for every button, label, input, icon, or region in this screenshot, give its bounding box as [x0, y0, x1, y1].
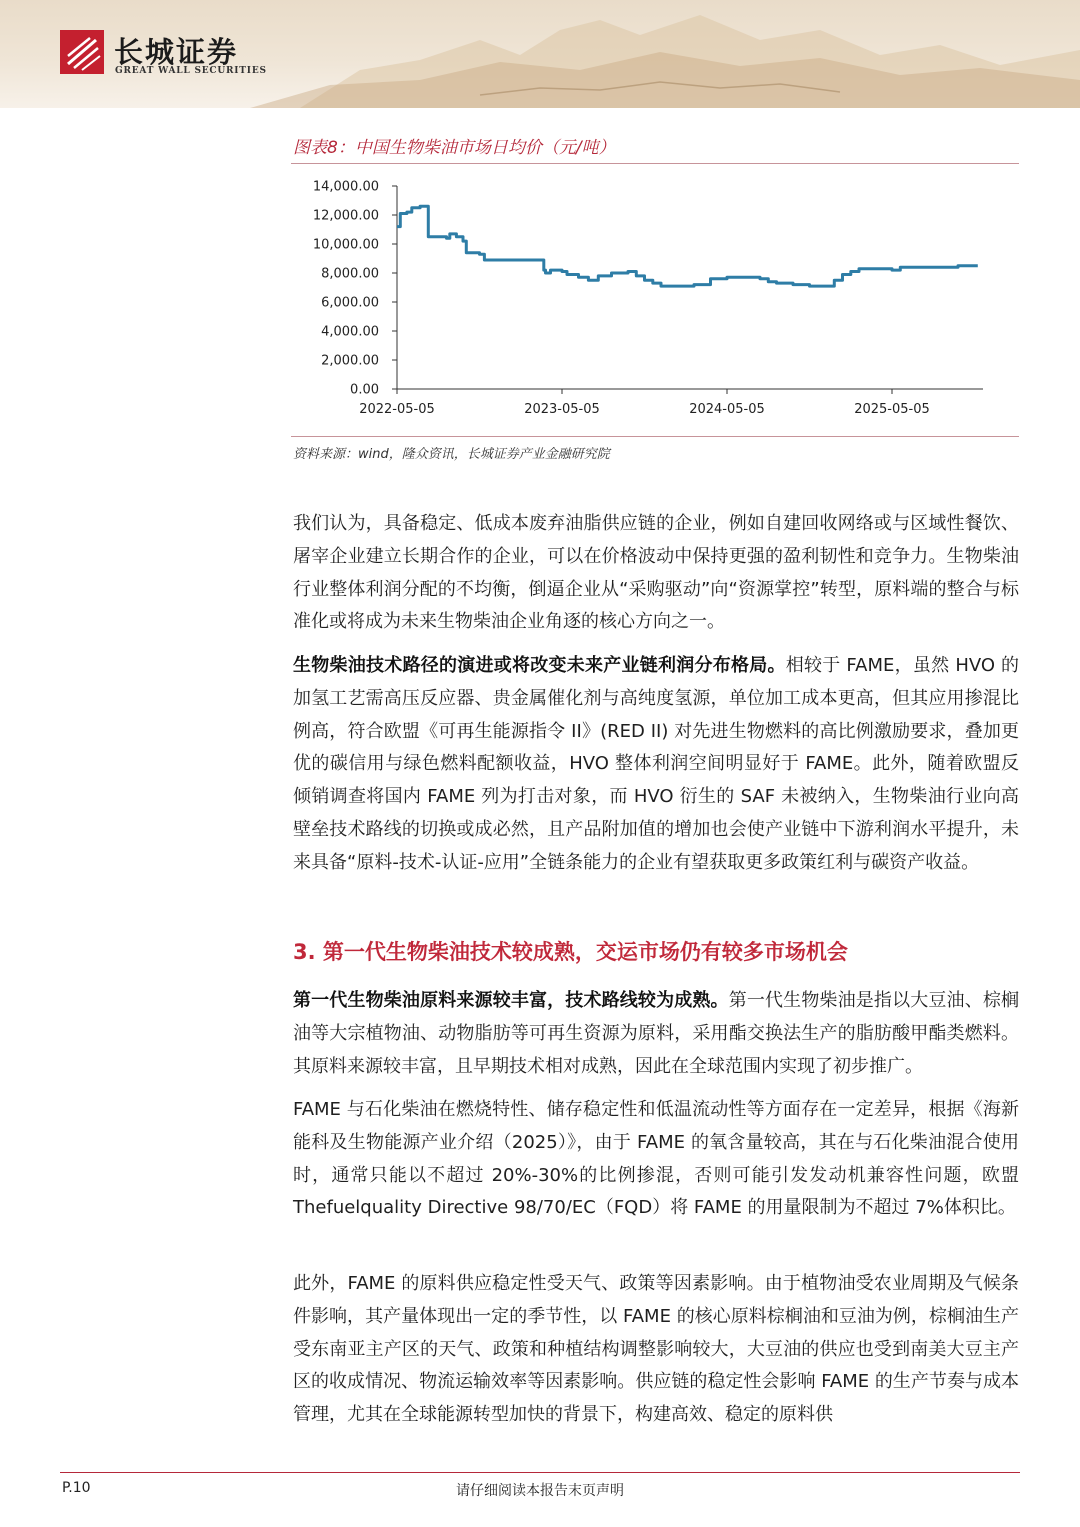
paragraph-2-lead: 生物柴油技术路径的演进或将改变未来产业链利润分布格局。: [293, 655, 786, 676]
y-tick-label: 14,000.00: [312, 179, 379, 195]
price-series-line: [397, 206, 978, 286]
logo-text-en: GREAT WALL SECURITIES: [115, 66, 267, 76]
figure-source: 资料来源：wind，隆众资讯，长城证券产业金融研究院: [293, 447, 610, 462]
figure-bottom-rule: [291, 436, 1019, 437]
y-tick-label: 6,000.00: [321, 295, 379, 311]
y-tick-label: 4,000.00: [321, 324, 379, 340]
footer-disclaimer: 请仔细阅读本报告末页声明: [456, 1483, 624, 1499]
paragraph-3-lead: 第一代生物柴油原料来源较丰富，技术路线较为成熟。: [293, 990, 729, 1011]
paragraph-3: [293, 985, 1019, 1083]
paragraph-3-text: 第一代生物柴油是指以大豆油、棕榈油等大宗植物油、动物脂肪等可再生资源为原料，采用酯交换法生产的脂肪酸甲酯类燃料。其原料来源较丰富，且早期技术相对成熟，因此在全球范围内实现了初步推广。: [293, 990, 1020, 1077]
page-number: P.10: [62, 1480, 91, 1496]
paragraph-4: [293, 1094, 1019, 1225]
y-tick-label: 10,000.00: [312, 237, 379, 253]
logo-icon: [60, 30, 104, 74]
y-tick-label: 2,000.00: [321, 353, 379, 369]
paragraph-5: [293, 1268, 1019, 1432]
x-tick-label: 2025-05-05: [854, 402, 930, 417]
footer-rule: [60, 1472, 1020, 1473]
logo-text-cn: 长城证券: [114, 35, 239, 69]
y-tick-label: 0.00: [350, 382, 379, 398]
page-header: [0, 0, 1080, 108]
figure-title: 图表8：中国生物柴油市场日均价（元/吨）: [293, 138, 616, 158]
section-heading: 3. 第一代生物柴油技术较成熟，交运市场仍有较多市场机会: [293, 940, 848, 964]
paragraph-2-text: 相较于 FAME，虽然 HVO 的加氢工艺需高压反应器、贵金属催化剂与高纯度氢源，单位加工成本更高，但其应用掺混比例高，符合欧盟《可再生能源指令 II》(RED II) 对先进生物燃料的高比例激励要求，叠加更优的碳信用与绿色燃料配额收益，HVO 整体利润空间明显好于 FAME。此外，随着欧盟反倾销调查将国内 FAME 列为打击对象，而 HVO 衍生的 SAF 未被纳入，生物柴油行业向高壁垒技术路线的切换或成必然，且产品附加值的增加也会使产业链中下游利润水平提升，未来具备“原料-技术-认证-应用”全链条能力的企业有望获取更多政策红利与碳资产收益。: [293, 655, 1019, 873]
x-tick-label: 2023-05-05: [524, 402, 600, 417]
x-tick-label: 2024-05-05: [689, 402, 765, 417]
paragraph-1-text: 我们认为，具备稳定、低成本废弃油脂供应链的企业，例如自建回收网络或与区域性餐饮、屠宰企业建立长期合作的企业，可以在价格波动中保持更强的盈利韧性和竞争力。生物柴油行业整体利润分配的不均衡，倒逼企业从“采购驱动”向“资源掌控”转型，原料端的整合与标准化或将成为未来生物柴油企业角逐的核心方向之一。: [293, 513, 1019, 633]
paragraph-4-text: FAME 与石化柴油在燃烧特性、储存稳定性和低温流动性等方面存在一定差异，根据《海新能科及生物能源产业介绍（2025）》，由于 FAME 的氧含量较高，其在与石化柴油混合使用时，通常只能以不超过 20%-30%的比例掺混，否则可能引发发动机兼容性问题，欧盟 Thefuelquality Directive 98/70/EC（FQD）将 FAME 的用量限制为不超过 7%体积比。: [293, 1099, 1019, 1219]
y-tick-label: 8,000.00: [321, 266, 379, 282]
figure-top-rule: [291, 163, 1019, 164]
paragraph-2: [293, 650, 1019, 880]
paragraph-5-text: 此外，FAME 的原料供应稳定性受天气、政策等因素影响。由于植物油受农业周期及气候条件影响，其产量体现出一定的季节性，以 FAME 的核心原料棕榈油和豆油为例，棕榈油生产受东南亚主产区的天气、政策和种植结构调整影响较大，大豆油的供应也受到南美大豆主产区的收成情况、物流运输效率等因素影响。供应链的稳定性会影响 FAME 的生产节奏与成本管理，尤其在全球能源转型加快的背景下，构建高效、稳定的原料供: [293, 1273, 1019, 1426]
paragraph-1: [293, 508, 1019, 639]
y-tick-label: 12,000.00: [312, 208, 379, 224]
price-line-chart: [291, 166, 1019, 436]
x-tick-label: 2022-05-05: [359, 402, 435, 417]
